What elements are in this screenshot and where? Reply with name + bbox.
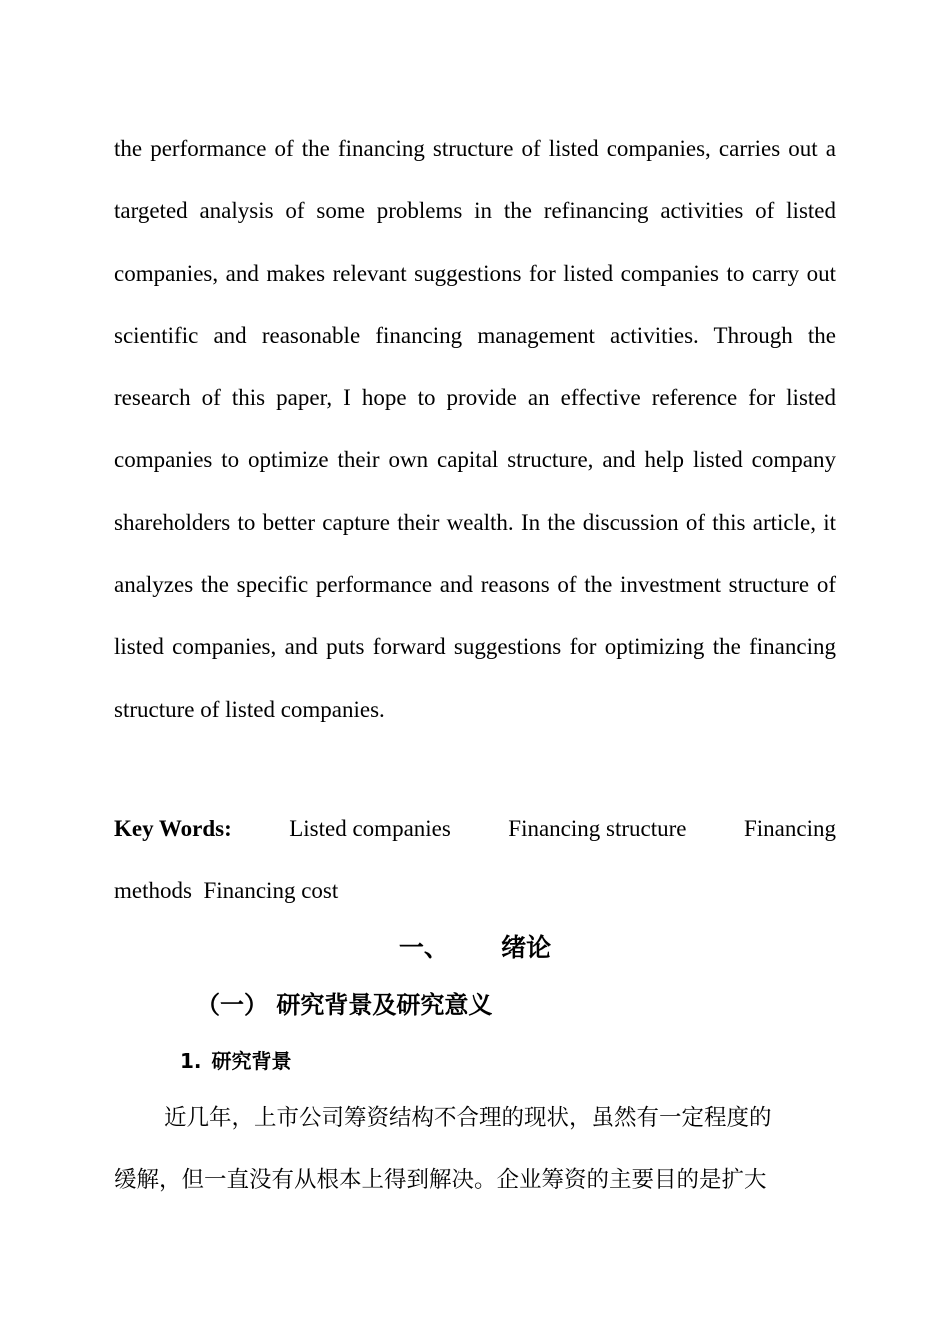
keywords-line-2 bbox=[114, 860, 836, 922]
subsubsection-number: 1. bbox=[180, 1049, 202, 1073]
keyword-item: Financing structure bbox=[508, 816, 687, 841]
section-heading-3 bbox=[180, 1045, 292, 1077]
subsection-title: 研究背景及研究意义 bbox=[276, 991, 493, 1019]
keywords-label: Key Words: bbox=[114, 816, 232, 841]
body-line: 近几年，上市公司筹资结构不合理的现状，虽然有一定程度的 bbox=[164, 1105, 772, 1131]
keywords-line-1 bbox=[114, 798, 836, 860]
section-heading-1 bbox=[0, 930, 950, 966]
section-number: 一、 bbox=[398, 933, 449, 962]
body-paragraph bbox=[114, 1087, 836, 1211]
keywords-block bbox=[114, 798, 836, 922]
keyword-item-continued: methods bbox=[114, 878, 192, 903]
section-title: 绪论 bbox=[501, 933, 552, 962]
section-heading-2 bbox=[196, 987, 492, 1023]
keyword-item: Listed companies bbox=[289, 816, 451, 841]
keyword-item: Financing bbox=[743, 816, 836, 841]
abstract-paragraph: the performance of the financing structure of listed companies, carries out a targeted analysis of some problems in the refinancing activities of listed companies, and makes relevant suggestions for listed companies to carry out scientific and reasonable financing management activities. Through the research of this paper, I hope to provide an effective reference for listed companies to optimize their own capital structure, and help listed company shareholders to better capture their wealth. In the discussion of this article, it analyzes the specific performance and reasons of the investment structure of listed companies, and puts forward suggestions for optimizing the financing structure of listed companies. bbox=[114, 136, 836, 722]
keyword-item: Financing cost bbox=[203, 878, 339, 903]
subsubsection-title: 研究背景 bbox=[211, 1049, 292, 1073]
subsection-number: （一） bbox=[196, 991, 268, 1019]
body-line: 缓解，但一直没有从根本上得到解决。企业筹资的主要目的是扩大 bbox=[114, 1167, 767, 1193]
